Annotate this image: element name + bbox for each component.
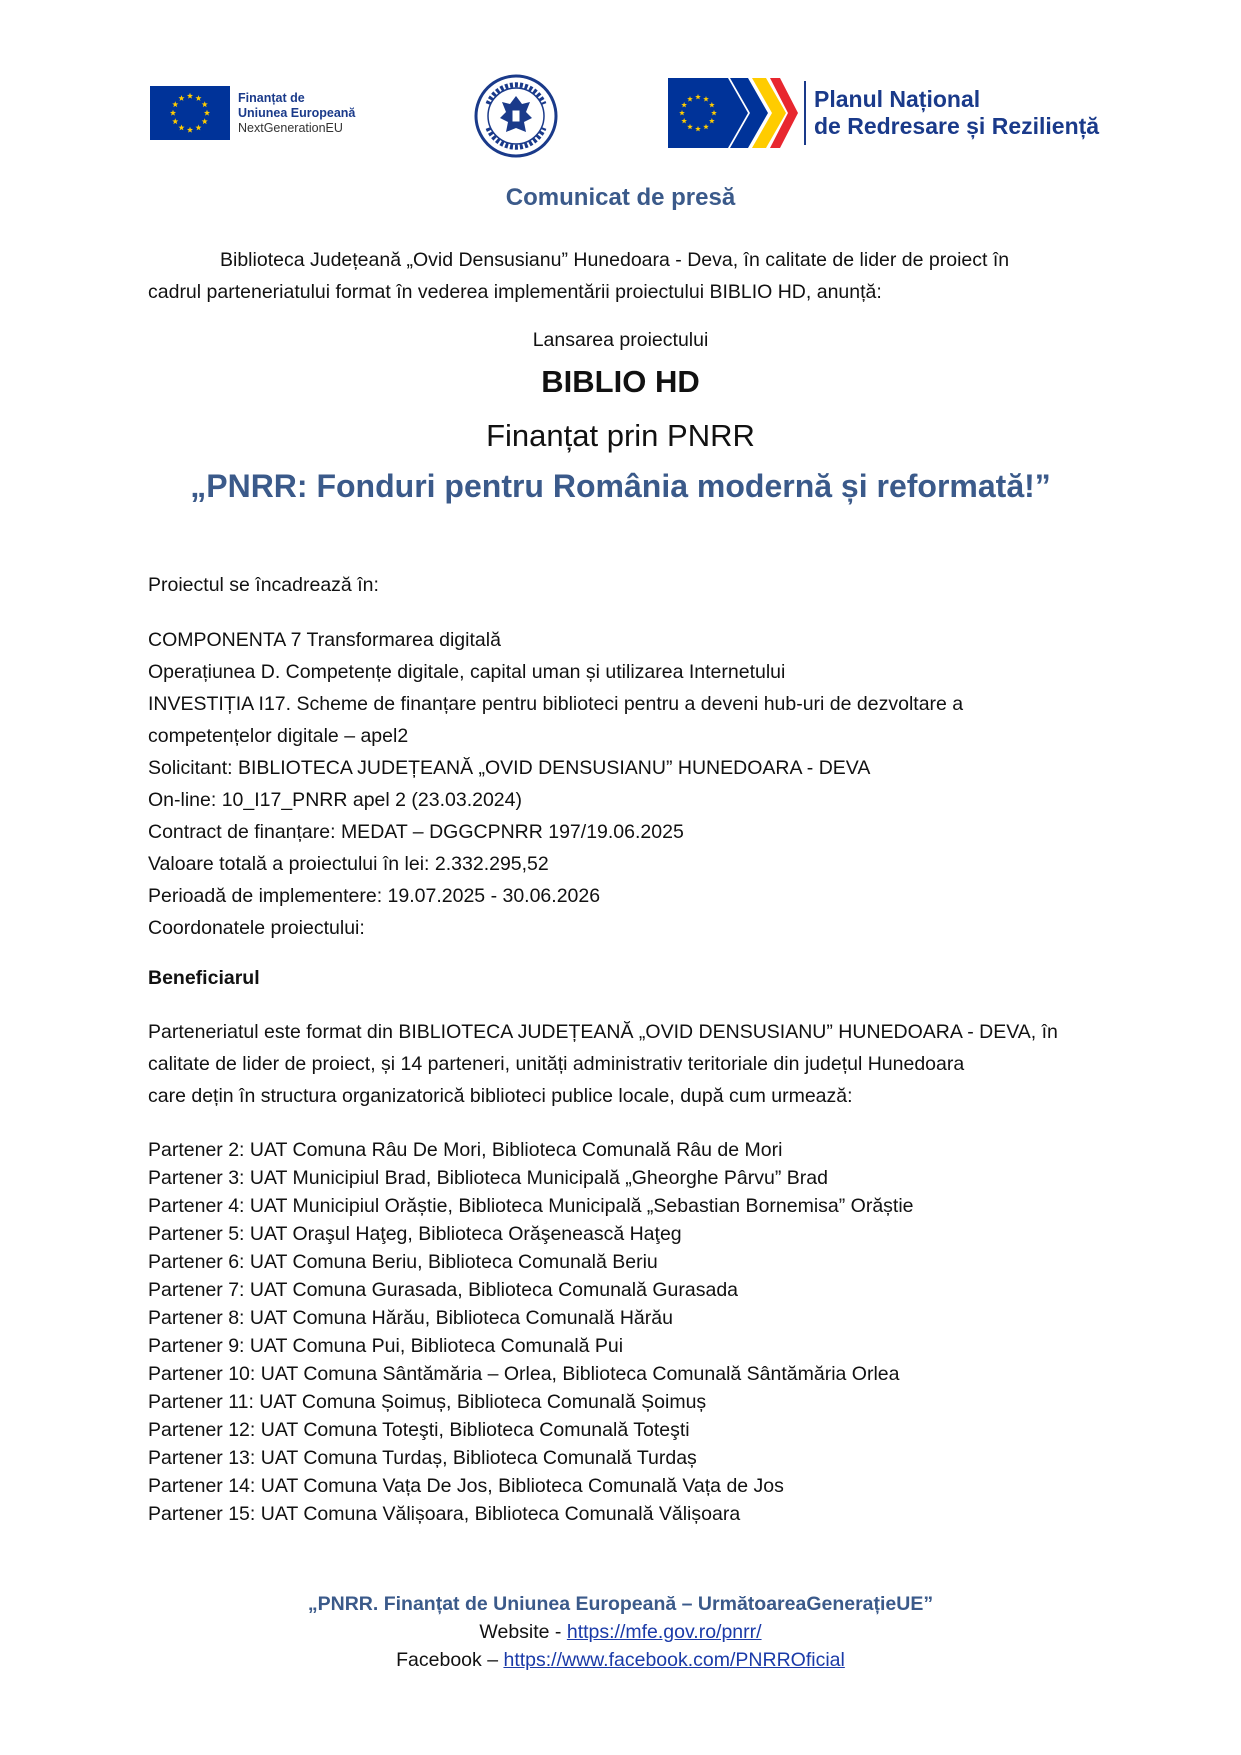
partner-item: Partener 8: UAT Comuna Hărău, Biblioteca Comunală Hărău	[148, 1307, 673, 1329]
detail-line: Contract de finanțare: MEDAT – DGGCPNRR 197/19.06.2025	[148, 821, 684, 843]
intro-line-2: cadrul parteneriatului format în vederea implementării proiectului BIBLIO HD, anunță:	[148, 281, 882, 303]
eu-logo-line3: NextGenerationEU	[238, 120, 343, 135]
partner-item: Partener 13: UAT Comuna Turdaș, Biblioteca Comunală Turdaș	[148, 1447, 697, 1469]
partner-item: Partener 6: UAT Comuna Beriu, Biblioteca Comunală Beriu	[148, 1251, 658, 1273]
detail-line: Solicitant: BIBLIOTECA JUDEȚEANĂ „OVID DENSUSIANU” HUNEDOARA - DEVA	[148, 757, 871, 779]
partner-item: Partener 15: UAT Comuna Vălișoara, Biblioteca Comunală Vălișoara	[148, 1503, 741, 1525]
partnership-line: care dețin în structura organizatorică biblioteci publice locale, după cum urmează:	[148, 1085, 853, 1107]
partner-item: Partener 7: UAT Comuna Gurasada, Biblioteca Comunală Gurasada	[148, 1279, 739, 1301]
partner-item: Partener 9: UAT Comuna Pui, Biblioteca Comunală Pui	[148, 1335, 624, 1357]
project-name: BIBLIO HD	[541, 364, 700, 399]
pnrr-logo-text	[814, 86, 1099, 140]
partnership-line: Parteneriatul este format din BIBLIOTECA JUDEȚEANĂ „OVID DENSUSIANU” HUNEDOARA - DEVA, în	[148, 1021, 1058, 1043]
press-release-title: Comunicat de presă	[505, 184, 736, 211]
partner-item: Partener 2: UAT Comuna Râu De Mori, Biblioteca Comunală Râu de Mori	[148, 1139, 783, 1161]
eu-logo-text	[238, 91, 355, 136]
partner-item: Partener 3: UAT Municipiul Brad, Biblioteca Municipală „Gheorghe Pârvu” Brad	[148, 1167, 828, 1189]
detail-line: Coordonatele proiectului:	[148, 917, 365, 939]
detail-line: Operațiunea D. Competențe digitale, capital uman și utilizarea Internetului	[148, 661, 786, 683]
pnrr-logo-line2: de Redresare și Reziliență	[814, 113, 1100, 139]
eu-funding-logo	[150, 86, 355, 140]
intro-line-1: Biblioteca Județeană „Ovid Densusianu” Hunedoara - Deva, în calitate de lider de proiect în	[220, 249, 1010, 271]
detail-line: COMPONENTA 7 Transformarea digitală	[148, 629, 501, 651]
eu-logo-line1: Finanțat de	[238, 90, 305, 105]
partner-item: Partener 5: UAT Oraşul Haţeg, Biblioteca Orăşenească Haţeg	[148, 1223, 682, 1245]
partners-list	[148, 1136, 1088, 1528]
detail-line: Perioadă de implementere: 19.07.2025 - 30.06.2026	[148, 885, 601, 907]
footer-facebook	[0, 1649, 1241, 1672]
pnrr-logo-line1: Planul Național	[814, 86, 981, 112]
pnrr-arrow-flag-icon	[668, 78, 798, 148]
partner-item: Partener 12: UAT Comuna Toteşti, Biblioteca Comunală Toteşti	[148, 1419, 690, 1441]
framework-intro: Proiectul se încadrează în:	[148, 574, 379, 596]
facebook-label: Facebook –	[396, 1649, 504, 1671]
launch-label: Lansarea proiectului	[532, 329, 709, 351]
pnrr-logo	[668, 78, 1099, 148]
partner-item: Partener 10: UAT Comuna Sântămăria – Orlea, Biblioteca Comunală Sântămăria Orlea	[148, 1363, 900, 1385]
partnership-paragraph	[148, 1016, 1088, 1112]
partner-item: Partener 14: UAT Comuna Vața De Jos, Biblioteca Comunală Vața de Jos	[148, 1475, 784, 1497]
detail-line: On-line: 10_I17_PNRR apel 2 (23.03.2024)	[148, 789, 522, 811]
funding-line: Finanțat prin PNRR	[486, 418, 755, 453]
eu-logo-line2: Uniunea Europeană	[238, 105, 356, 120]
website-link[interactable]: https://mfe.gov.ro/pnrr/	[566, 1621, 762, 1643]
partnership-line: calitate de lider de proiect, și 14 parteneri, unități administrativ teritoriale din județul Hunedoara	[148, 1053, 965, 1075]
footer-website	[0, 1621, 1241, 1644]
detail-line: Valoare totală a proiectului în lei: 2.332.295,52	[148, 853, 549, 875]
beneficiary-heading: Beneficiarul	[148, 967, 260, 989]
website-label: Website -	[479, 1621, 567, 1643]
partner-item: Partener 11: UAT Comuna Șoimuș, Biblioteca Comunală Șoimuș	[148, 1391, 707, 1413]
detail-line: competențelor digitale – apel2	[148, 725, 409, 747]
detail-line: INVESTIȚIA I17. Scheme de finanțare pentru biblioteci pentru a deveni hub-uri de dezvoltare a	[148, 693, 964, 715]
pnrr-logo-divider	[804, 81, 806, 145]
facebook-link[interactable]: https://www.facebook.com/PNRROficial	[503, 1649, 845, 1671]
partner-item: Partener 4: UAT Municipiul Orăștie, Biblioteca Municipală „Sebastian Bornemisa” Orăștie	[148, 1195, 914, 1217]
eu-flag-icon	[150, 86, 230, 140]
footer-slogan: „PNRR. Finanțat de Uniunea Europeană – UrmătoareaGenerațieUE”	[307, 1593, 934, 1615]
slogan: „PNRR: Fonduri pentru România modernă și reformată!”	[190, 468, 1051, 504]
project-details	[148, 624, 1088, 944]
guvernul-romaniei-seal-icon	[474, 74, 558, 158]
intro-paragraph	[148, 244, 1078, 308]
